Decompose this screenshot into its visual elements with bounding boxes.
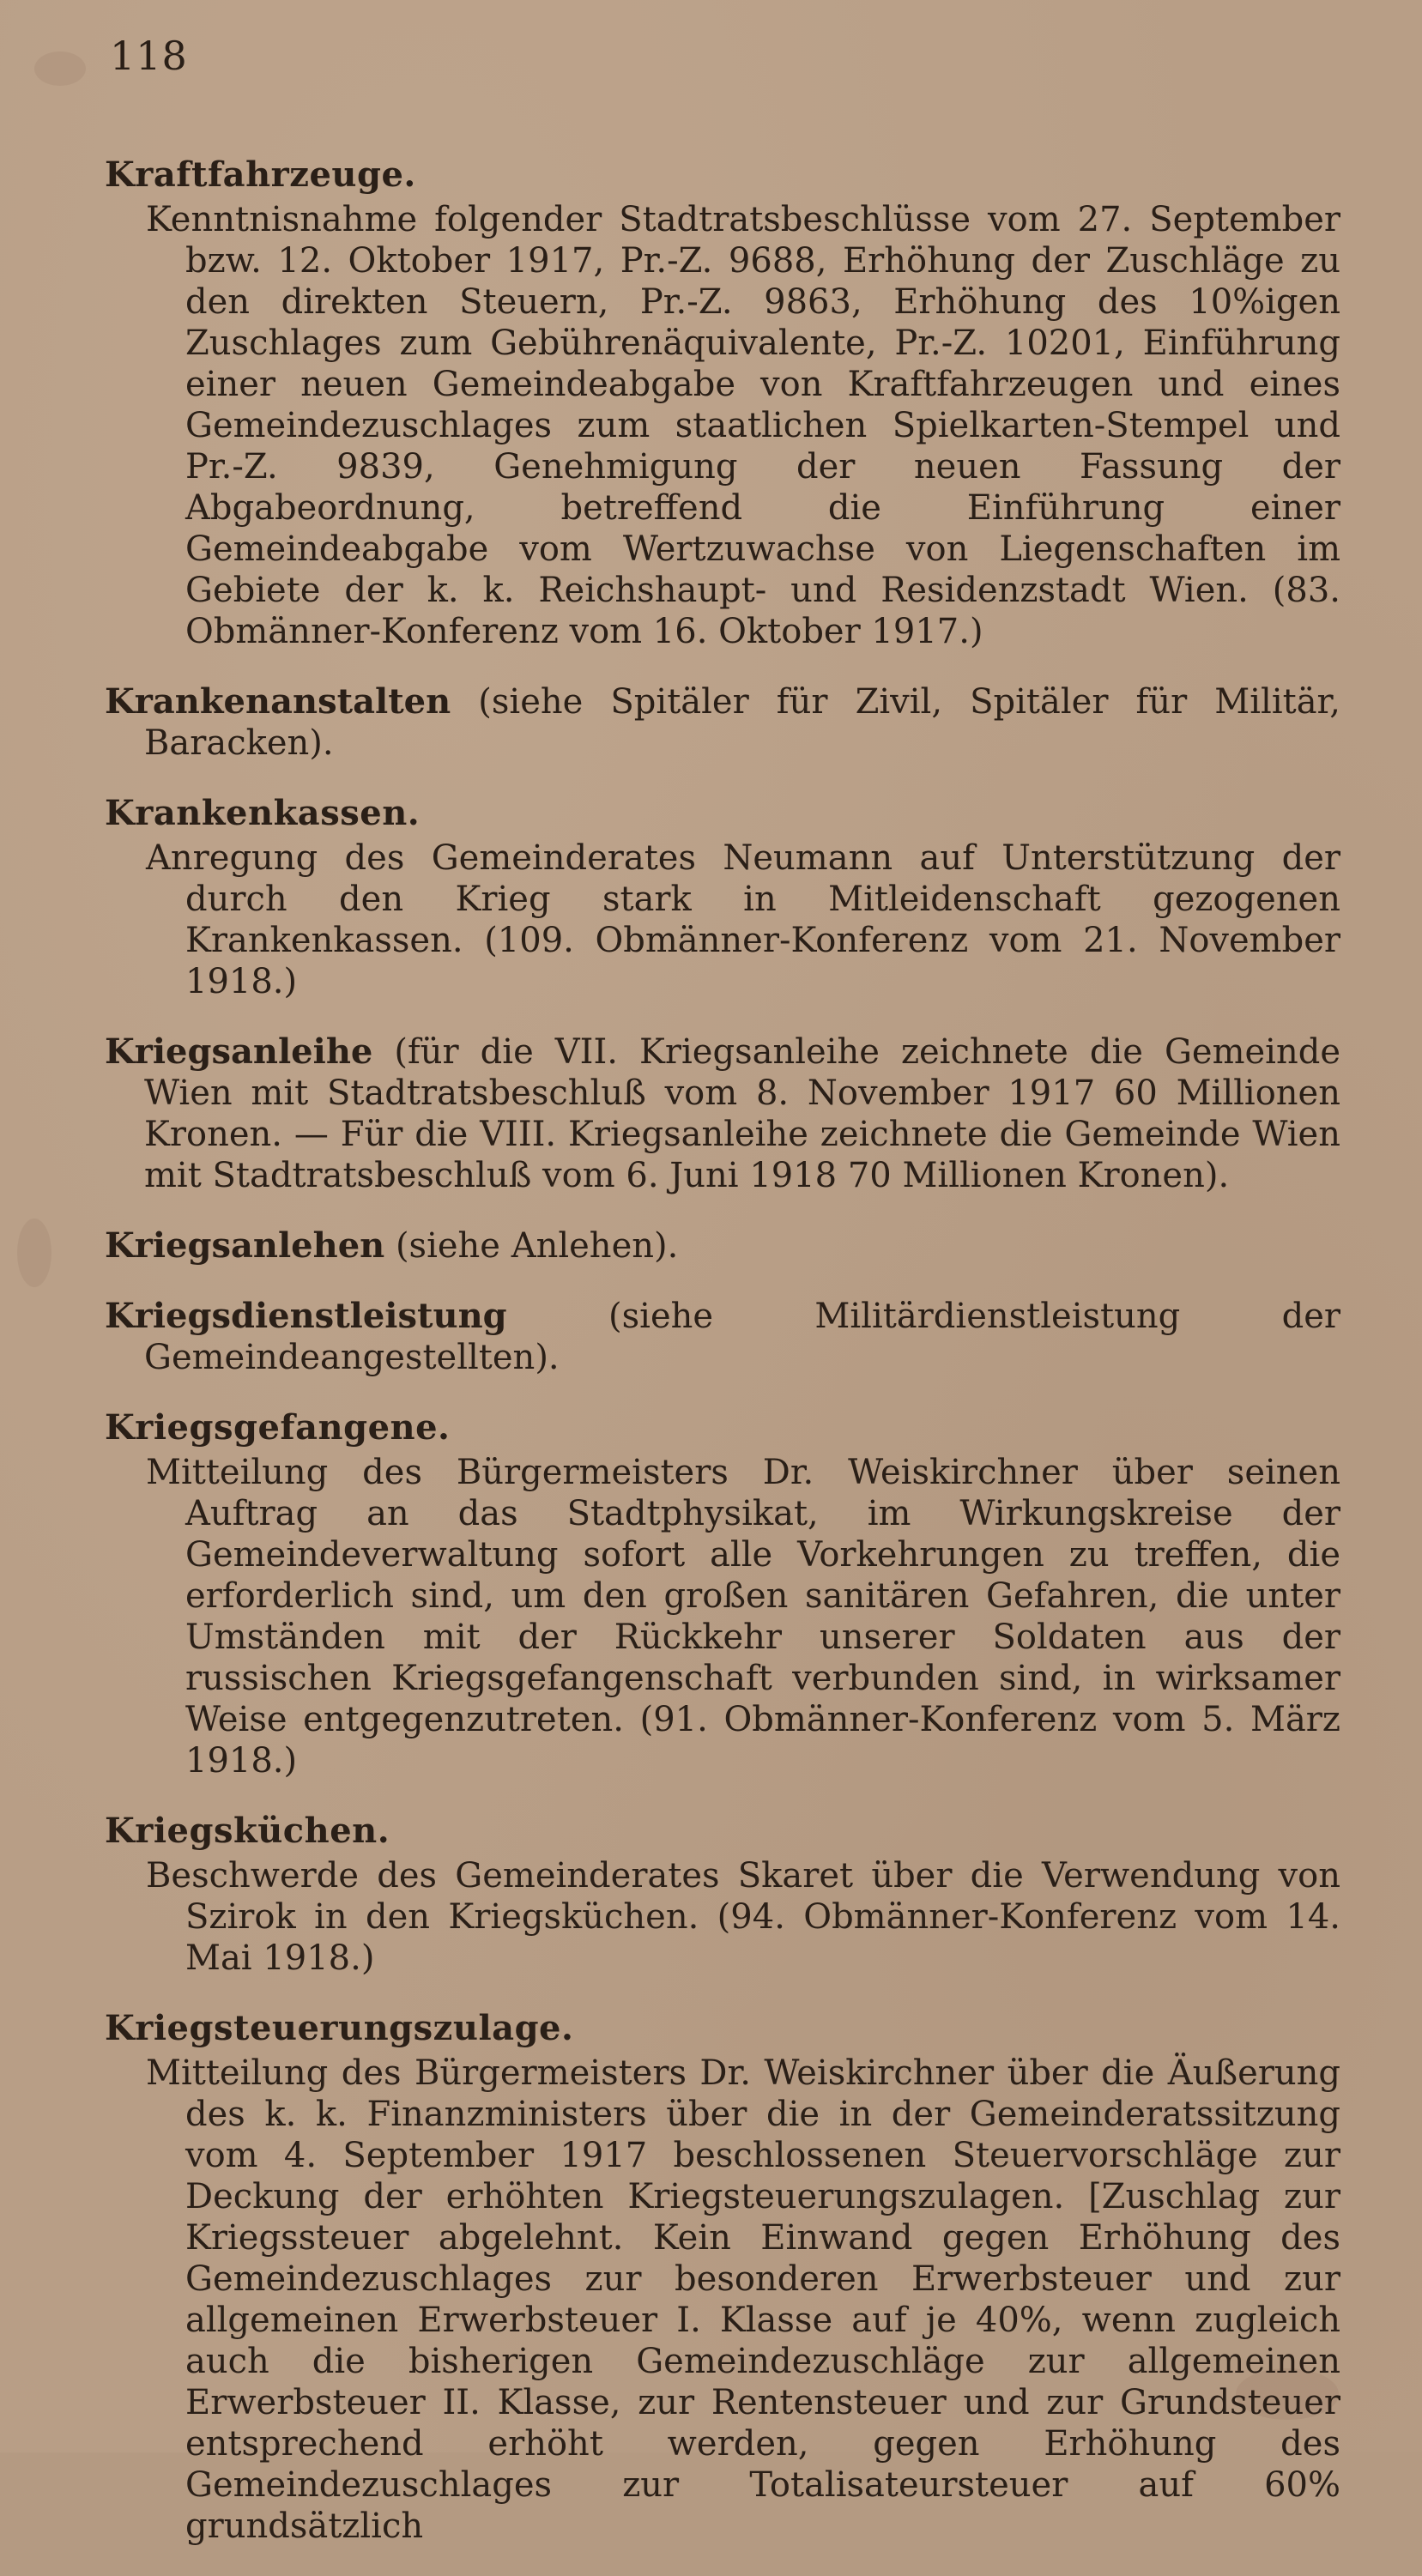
- index-entry: [105, 1031, 1340, 1196]
- entry-heading: Krankenkassen.: [105, 793, 421, 833]
- paper-stain: [17, 1218, 51, 1287]
- paper-stain: [34, 51, 86, 86]
- index-content: [105, 154, 1340, 2576]
- index-entry: [105, 681, 1340, 764]
- entry-inline-text: (siehe Anlehen).: [384, 1226, 679, 1266]
- index-entry: [105, 154, 1340, 652]
- index-entry: [105, 1811, 1340, 1979]
- index-entry: [105, 1225, 1340, 1267]
- index-entry: [105, 1407, 1340, 1781]
- entry-text: Anregung des Gemeinderates Neumann auf Unterstützung der durch den Krieg stark in Mitleidenschaft gezogenen Krankenkassen. (109. Obmänner-Konferenz vom 21. November 1918.): [146, 838, 1340, 1001]
- entry-text: Mitteilung des Bürgermeisters Dr. Weiskirchner über seinen Auftrag an das Stadtphysikat, im Wirkungskreise der Gemeindeverwaltung sofort alle Vorkehrungen zu treffen, die erforderlich sind, um den großen sanitären Gefahren, die unter Umständen mit der Rückkehr unserer Soldaten aus der russischen Kriegsgefangenschaft verbunden sind, in wirksamer Weise entgegenzutreten. (91. Obmänner-Konferenz vom 5. März 1918.): [146, 1453, 1340, 1781]
- page-number: 118: [110, 33, 188, 79]
- entry-inline-text: (siehe Spitäler für Zivil, Spitäler für Militär, Baracken).: [144, 682, 1340, 763]
- index-entry: [105, 2008, 1340, 2547]
- entry-heading: Kriegsküchen.: [105, 1811, 390, 1851]
- entry-text: Beschwerde des Gemeinderates Skaret über die Verwendung von Szirok in den Kriegsküchen. (94. Obmänner-Konferenz vom 14. Mai 1918.): [146, 1856, 1340, 1978]
- index-entry: [105, 793, 1340, 1002]
- entry-heading: Kriegsanlehen: [105, 1225, 385, 1266]
- entry-heading: Krankenanstalten: [105, 681, 451, 722]
- entry-heading: Kriegsdienstleistung: [105, 1296, 507, 1336]
- entry-heading: Kraftfahrzeuge.: [105, 154, 416, 195]
- entry-heading: Kriegsanleihe: [105, 1031, 373, 1072]
- entry-inline-text: (siehe Militärdienstleistung der Gemeindeangestellten).: [144, 1297, 1340, 1377]
- entry-heading: Kriegsteuerungszulage.: [105, 2008, 574, 2048]
- index-entry: [105, 1296, 1340, 1378]
- entry-inline-text: (für die VII. Kriegsanleihe zeichnete die Gemeinde Wien mit Stadtratsbeschluß vom 8. November 1917 60 Millionen Kronen. — Für die VIII. Kriegsanleihe zeichnete die Gemeinde Wien mit Stadtratsbeschluß vom 6. Juni 1918 70 Millionen Kronen).: [144, 1032, 1340, 1195]
- entry-text: Kenntnisnahme folgender Stadtratsbeschlüsse vom 27. September bzw. 12. Oktober 1917, Pr.-Z. 9688, Erhöhung der Zuschläge zu den direkten Steuern, Pr.-Z. 9863, Erhöhung des 10%igen Zuschlages zum Gebührenäquivalente, Pr.-Z. 10201, Einführung einer neuen Gemeindeabgabe von Kraftfahrzeugen und eines Gemeindezuschlages zum staatlichen Spielkarten-Stempel und Pr.-Z. 9839, Genehmigung der neuen Fassung der Abgabeordnung, betreffend die Einführung einer Gemeindeabgabe vom Wertzuwachse von Liegenschaften im Gebiete der k. k. Reichshaupt- und Residenzstadt Wien. (83. Obmänner-Konferenz vom 16. Oktober 1917.): [146, 200, 1340, 651]
- entry-heading: Kriegsgefangene.: [105, 1407, 451, 1448]
- entry-text: Mitteilung des Bürgermeisters Dr. Weiskirchner über die Äußerung des k. k. Finanzministers über die in der Gemeinderatssitzung vom 4. September 1917 beschlossenen Steuervorschläge zur Deckung der erhöhten Kriegsteuerungszulagen. [Zuschlag zur Kriegssteuer abgelehnt. Kein Einwand gegen Erhöhung des Gemeindezuschlages zur besonderen Erwerbsteuer und zur allgemeinen Erwerbsteuer I. Klasse auf je 40%, wenn zugleich auch die bisherigen Gemeindezuschläge zur allgemeinen Erwerbsteuer II. Klasse, zur Rentensteuer und zur Grundsteuer entsprechend erhöht werden, gegen Erhöhung des Gemeindezuschlages zur Totalisateursteuer auf 60% grundsätzlich: [146, 2053, 1340, 2546]
